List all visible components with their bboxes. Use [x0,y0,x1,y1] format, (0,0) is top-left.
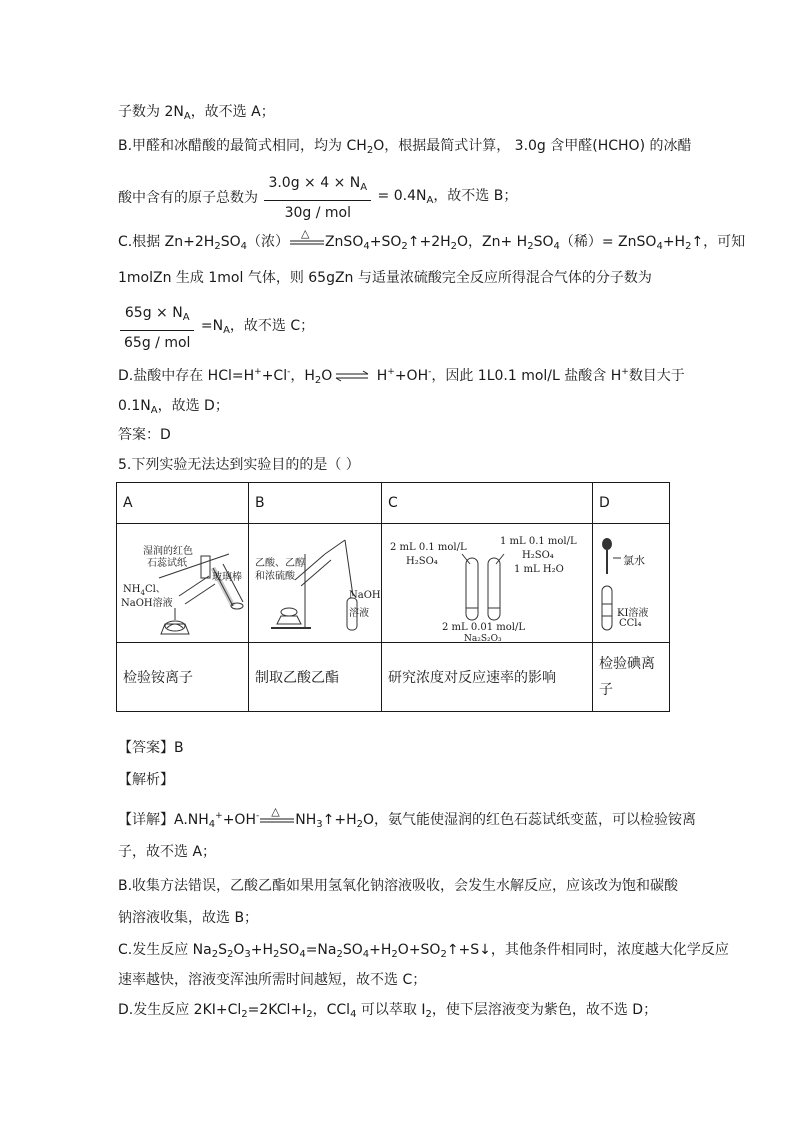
label-c-6: 2 mL 0.01 mol/L [442,622,525,633]
label-chlorine-water: 氯水 [623,554,645,567]
figure-b [249,524,382,643]
iodide-apparatus [593,524,669,642]
ammonium-apparatus [117,524,248,642]
heat-equals-icon: △ [300,227,310,240]
label-c-5: 1 mL H₂O [514,564,564,575]
fraction: $\frac{65g \times N_A}{\text{65g / mol}}$ [120,302,194,354]
answer-heading: 【答案】B [118,740,184,756]
label-reagents-2: 和浓硫酸 [255,571,295,582]
experiment-table [116,482,670,712]
label-d: 检验碘离子 [593,643,670,712]
label-naoh: NaOH [349,590,381,601]
header-a: A [117,483,249,524]
fraction: $\frac{3.0g \times 4 \times N_A}{\text{30g / mol}}$ [264,172,371,224]
label-glass-rod: 玻璃棒 [212,572,242,583]
label-c: 研究浓度对反应速率的影响 [382,643,593,712]
text-line: D.盐酸中存在 HCl=H++Cl-，$H_2O$ H++OH-，因此 1L0.1 mol/L 盐酸含 H+数目大于 [118,367,685,386]
answer-line: 答案：D [118,427,171,443]
text-line: 【详解】$A.NH_4^++OH^-$ △ $NH_3↑+H_2O$，氨气能使湿润的红色石蕊试纸变蓝，可以检验铵离 [118,805,697,830]
text-line: 子，故不选 A； [118,844,217,860]
figure-c [382,524,593,643]
label-a: 检验铵离子 [117,643,249,712]
text-line-fraction: $\frac{65g \times N_A}{\text{65g / mol}}$ $=N_A$，故不选 C； [118,302,314,354]
reversible-arrow-icon [334,370,370,382]
label-c-2: H₂SO₄ [406,556,438,567]
header-b: B [249,483,382,524]
text-line: 子数为 $2N_A$，故不选 A； [118,104,275,122]
text-line: B.甲醛和冰醋酸的最简式相同，均为 $CH_2O$，根据最简式计算， 3.0g 含甲醛(HCHO) 的冰醋 [118,138,692,156]
label-c-3: 1 mL 0.1 mol/L [500,536,577,547]
text-line: C.根据 $Zn+2H_2SO_4$（浓） △ $ZnSO_4+SO_2↑+2H_2O$，$Zn+ H_2SO_4$（稀）= $ZnSO_4+H_2↑$，可知 [118,227,746,252]
question-title: 5.下列实验无法达到实验目的的是（ ） [118,457,360,473]
label-c-4: H₂SO₄ [522,550,554,561]
analysis-heading: 【解析】 [118,772,174,788]
label-naoh: NaOH溶液 [121,598,173,609]
label-reagents-1: 乙酸、乙醇 [255,558,305,569]
text-line-fraction: 酸中含有的原子总数为 $\frac{3.0g \times 4 \times N_A}{\text{30g / mol}}$ = $0.4N_A$，故不选 B； [118,172,517,224]
text-line: C.发生反应 $Na_2S_2O_3+H_2SO_4=Na_2SO_4+H_2O+SO_2↑+S↓$，其他条件相同时，浓度越大化学反应 [118,942,729,960]
text-line: $0.1N_A$，故选 D； [118,398,229,416]
figure-a [117,524,249,643]
label-b: 制取乙酸乙酯 [249,643,382,712]
text-line: 速率越快，溶液变浑浊所需时间越短，故不选 C； [118,972,427,988]
label-solution: 溶液 [349,608,369,619]
text-line: 1molZn 生成 1mol 气体，则 65gZn 与适量浓硫酸完全反应所得混合气体的分子数为 [118,270,652,286]
figure-d [593,524,670,643]
rate-apparatus [382,524,592,642]
text-line: 钠溶液收集，故选 B； [118,910,259,926]
ester-apparatus [249,524,381,642]
label-nh4cl: $NH_4Cl$、 [123,584,166,597]
header-d: D [593,483,670,524]
label-litmus-1: 湿润的红色 [143,546,193,557]
text-line: D.发生反应 $2KI+Cl_2=2KCl+I_2$，CCl$_4$ 可以萃取 $I_2$，使下层溶液变为紫色，故不选 D； [118,1002,658,1020]
text-line: B.收集方法错误，乙酸乙酯如果用氢氧化钠溶液吸收，会发生水解反应，应该改为饱和碳酸 [118,878,679,894]
heat-equals-icon: △ [271,805,280,818]
label-c-1: 2 mL 0.1 mol/L [390,542,467,553]
label-litmus-2: 石蕊试纸 [147,558,187,569]
label-ki: KI溶液 [617,608,649,619]
header-c: C [382,483,593,524]
label-c-7: Na₂S₂O₃ [464,634,502,644]
label-ccl4: CCl₄ [619,618,642,629]
